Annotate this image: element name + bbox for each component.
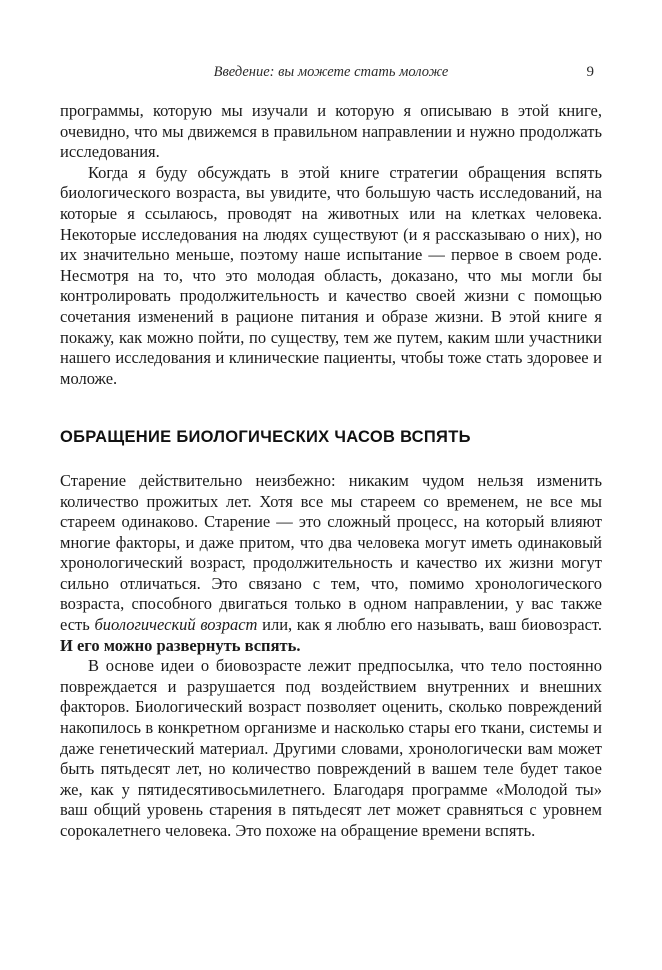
section-heading: ОБРАЩЕНИЕ БИОЛОГИЧЕСКИХ ЧАСОВ ВСПЯТЬ bbox=[60, 428, 471, 447]
page-number: 9 bbox=[586, 64, 594, 80]
text-segment-bold: И его можно развернуть вспять. bbox=[60, 635, 301, 655]
paragraph: В основе идеи о биовозрасте лежит предпосылка, что тело постоянно повреждается и разрушается под воздействием внутренних и внешних факторов. Биологический возраст позволяет оценить, сколько повреждений накопилось в конкретном организме и насколько стары его ткани, системы и даже генетический материал. Другими словами, хронологически вам может быть пятьдесят лет, но количество повреждений в вашем теле будет такое же, как у пятидесятивосьмилетнего. Благодаря программе «Молодой ты» ваш общий уровень старения в пятьдесят лет может сравняться с уровнем сорокалетнего человека. Это похоже на обращение времени вспять. bbox=[60, 656, 602, 840]
text-segment: Старение действительно неизбежно: никаким чудом нельзя изменить количество прожитых лет. Хотя все мы стареем со временем, не все мы стареем одинаково. Старение — это сложный процесс, на который влияют многие факторы, и даже притом, что два человека могут иметь одинаковый хронологический возраст, продолжительность и качество их жизни могут сильно отличаться. Это связано с тем, что, помимо хронологического возраста, способного двигаться только в одном направлении, у вас также есть bbox=[60, 470, 602, 635]
paragraph bbox=[60, 471, 602, 656]
page-body bbox=[60, 101, 602, 842]
running-header bbox=[60, 64, 602, 84]
text-segment: или, как я люблю его называть, ваш биовозраст. bbox=[257, 615, 602, 635]
paragraph: Когда я буду обсуждать в этой книге стратегии обращения вспять биологического возраста, вы увидите, что большую часть исследований, на которые я ссылаюсь, проводят на животных или на клетках человека. Некоторые исследования на людях существуют (и я рассказываю о них), но их значительно меньше, поэтому наше испытание — первое в своем роде. Несмотря на то, что это молодая область, доказано, что мы могли бы контролировать продолжительность и качество своей жизни с помощью сочетания изменений в рационе питания и образе жизни. В этой книге я покажу, как можно пойти, по существу, тем же путем, каким шли участники нашего исследования и клинические пациенты, чтобы тоже стать здоровее и моложе. bbox=[60, 162, 602, 388]
text-segment-italic: биологический возраст bbox=[94, 615, 258, 635]
paragraph-continuation: программы, которую мы изучали и которую я описываю в этой книге, очевидно, что мы движемся в правильном направлении и нужно продолжать исследования. bbox=[60, 101, 602, 162]
chapter-title: Введение: вы можете стать моложе bbox=[213, 64, 449, 80]
